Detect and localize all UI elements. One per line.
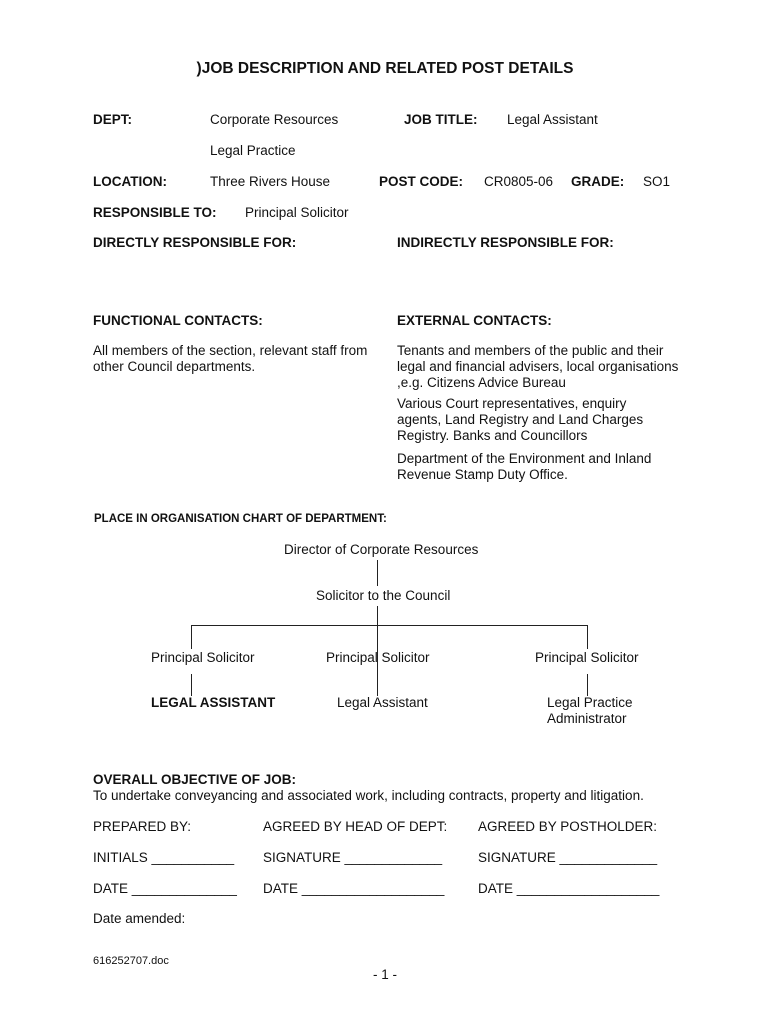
org-node-principal-3: Principal Solicitor <box>535 650 639 665</box>
org-node-lpa-line-1: Legal Practice <box>547 695 633 710</box>
agreed-postholder-label: AGREED BY POSTHOLDER: <box>478 819 658 834</box>
external-contacts-para-2: Various Court representatives, enquiry agents, Land Registry and Land Charges Registry. Banks and Councillors <box>397 396 644 443</box>
org-node-principal-1: Principal Solicitor <box>151 650 255 665</box>
directly-responsible-label: DIRECTLY RESPONSIBLE FOR: <box>93 235 297 250</box>
functional-contacts-text: All members of the section, relevant staff from other Council departments. <box>93 343 368 374</box>
functional-contacts-label: FUNCTIONAL CONTACTS: <box>93 313 263 328</box>
indirectly-responsible-label: INDIRECTLY RESPONSIBLE FOR: <box>397 235 614 250</box>
grade-value: SO1 <box>643 174 671 189</box>
page-number: - 1 - <box>372 967 397 982</box>
initials-field: INITIALS ___________ <box>93 850 235 865</box>
location-label: LOCATION: <box>93 174 167 189</box>
responsible-to-value: Principal Solicitor <box>245 205 349 220</box>
date-amended-label: Date amended: <box>93 911 186 926</box>
location-value: Three Rivers House <box>210 174 331 189</box>
org-connector-left-bottom <box>191 674 192 696</box>
org-connector-director-solicitor <box>377 560 378 586</box>
external-contacts-label: EXTERNAL CONTACTS: <box>397 313 552 328</box>
org-node-director: Director of Corporate Resources <box>284 542 479 557</box>
external-contacts-para-3: Department of the Environment and Inland Revenue Stamp Duty Office. <box>397 451 652 482</box>
date-field-head: DATE ___________________ <box>263 881 445 896</box>
org-node-lpa-line-2: Administrator <box>547 711 627 726</box>
grade-label: GRADE: <box>571 174 625 189</box>
org-connector-right-bottom <box>587 674 588 696</box>
job-title-value: Legal Assistant <box>507 112 598 127</box>
org-connector-left-drop <box>191 625 192 649</box>
prepared-by-label: PREPARED BY: <box>93 819 192 834</box>
objective-text: To undertake conveyancing and associated work, including contracts, property and litigation. <box>93 788 644 803</box>
org-chart-heading: PLACE IN ORGANISATION CHART OF DEPARTMENT: <box>94 513 387 525</box>
post-code-label: POST CODE: <box>379 174 464 189</box>
date-field-prepared: DATE ______________ <box>93 881 237 896</box>
org-node-legal-assistant: Legal Assistant <box>337 695 428 710</box>
org-node-solicitor: Solicitor to the Council <box>316 588 451 603</box>
job-title-label: JOB TITLE: <box>404 112 478 127</box>
date-field-postholder: DATE ___________________ <box>478 881 660 896</box>
signature-field-postholder: SIGNATURE _____________ <box>478 850 658 865</box>
org-connector-right-drop <box>587 625 588 649</box>
signature-field-head: SIGNATURE _____________ <box>263 850 443 865</box>
org-connector-horizontal <box>191 625 587 626</box>
org-node-principal-2: Principal Solicitor <box>326 650 430 665</box>
dept-section-value: Legal Practice <box>210 143 296 158</box>
org-node-legal-assistant-bold: LEGAL ASSISTANT <box>151 695 276 710</box>
footer-filename: 616252707.doc <box>93 955 169 967</box>
agreed-head-label: AGREED BY HEAD OF DEPT: <box>263 819 448 834</box>
dept-label: DEPT: <box>93 112 133 127</box>
responsible-to-label: RESPONSIBLE TO: <box>93 205 217 220</box>
external-contacts-para-1: Tenants and members of the public and their legal and financial advisers, local organisations ,e.g. Citizens Advice Bureau <box>397 343 679 390</box>
page-title: )JOB DESCRIPTION AND RELATED POST DETAILS <box>196 60 574 77</box>
post-code-value: CR0805-06 <box>484 174 554 189</box>
objective-label: OVERALL OBJECTIVE OF JOB: <box>93 772 297 787</box>
dept-value: Corporate Resources <box>210 112 339 127</box>
